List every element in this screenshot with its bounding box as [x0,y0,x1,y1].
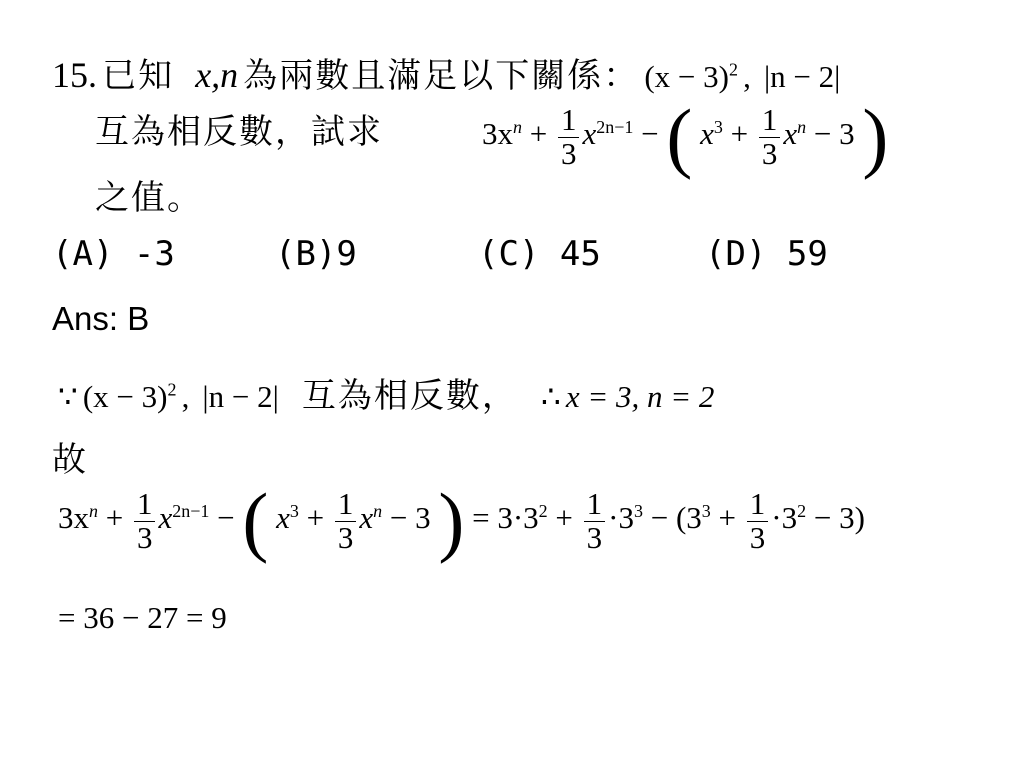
fraction-one-third: $\frac{1}{3}$ [584,488,606,554]
because-symbol: ∵ [58,379,78,414]
sol-result: x = 3, n = 2 [565,379,715,414]
therefore-symbol: ∴ [541,379,561,414]
calculation-line: $3x^n$ + $\frac{1}{3}$ $x^{2n-1}$ − ( $x^3$ + $\frac{1}{3}$ $x^n - 3$ ) = $3\cdot 3^2$ + $\frac{1}{3}$ $\cdot 3^3 - (3^3$ + $\frac{1}{3}$ $\cdot 3^2 - 3$) [58,477,865,564]
solution-line-1: ∵ $(x - 3)^2$ , |n − 2| 互為相反數， ∴ x = 3, n = 2 [58,376,715,416]
choice-d: (D) 59 [705,234,828,274]
intro-text: 已知 [102,56,175,96]
value-text: 之值。 [95,178,203,218]
variables: x,n [195,55,239,95]
sol-expr-abs: |n − 2| [202,379,279,414]
expr-x-minus-3: $(x - 3)^2$ [644,59,738,94]
sol-opposite-text: 互為相反數， [301,376,518,416]
choice-c: (C) 45 [478,234,601,274]
problem-line-1 [52,48,840,97]
condition-text: 為兩數且滿足以下關係： [243,56,640,96]
choice-a: (A) -3 [52,234,175,274]
answer-line: Ans: B [52,300,150,337]
problem-number: 15. [52,55,97,95]
expr-abs-n-minus-2: |n − 2| [763,59,841,94]
opposite-text: 互為相反數，試求 [95,112,383,152]
sol-expr-x-minus-3: $(x - 3)^2$ [82,379,177,414]
so-text: 故 [52,440,88,480]
fraction-one-third: $\frac{1}{3}$ [134,488,156,554]
fraction-one-third: $\frac{1}{3}$ [747,488,769,554]
final-result: = 36 − 27 = 9 [58,600,227,635]
comma: , [743,59,751,94]
fraction-one-third: $\frac{1}{3}$ [759,104,781,170]
fraction-one-third: $\frac{1}{3}$ [558,104,580,170]
fraction-one-third: $\frac{1}{3}$ [335,488,357,554]
target-expression: $3x^n$ + $\frac{1}{3}$ $x^{2n-1}$ − ( $x^3$ + $\frac{1}{3}$ $x^n - 3$ ) [482,93,889,180]
choice-b: (B)9 [275,234,357,274]
